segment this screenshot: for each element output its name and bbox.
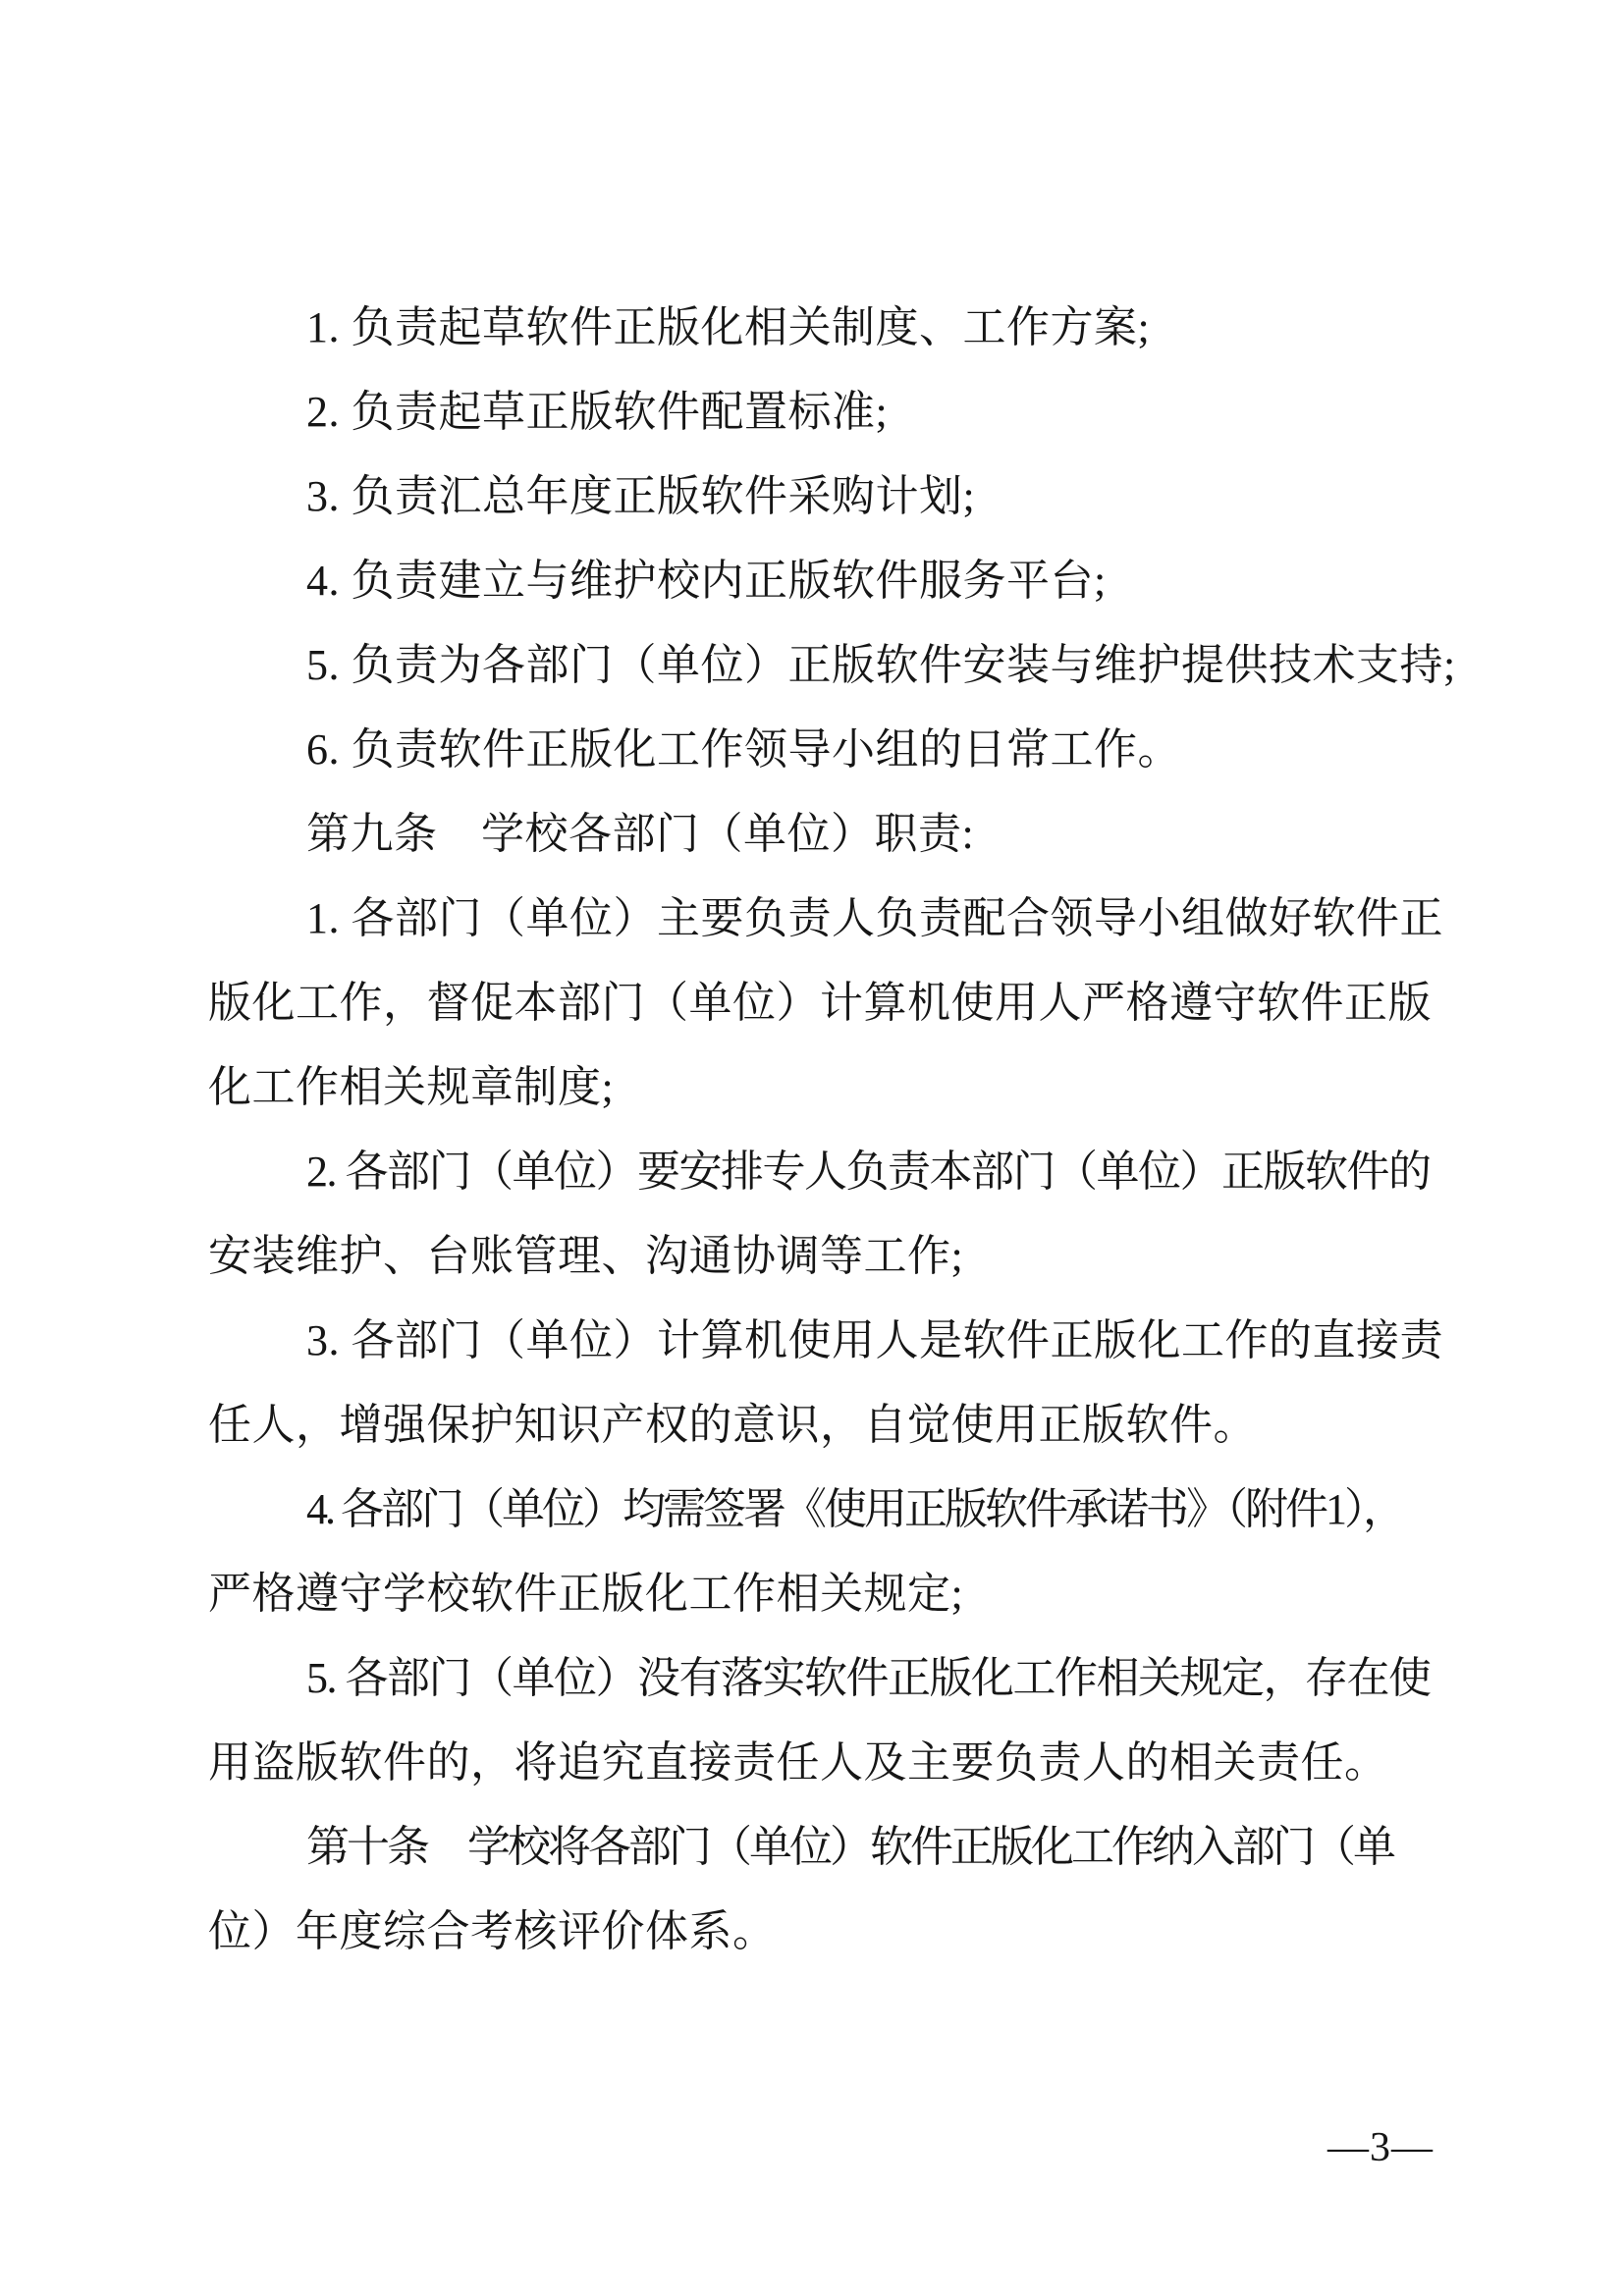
list-item-2: 2. 负责起草正版软件配置标准; [306, 388, 889, 436]
article-10-line-2: 位）年度综合考核评价体系。 [208, 1907, 777, 1955]
article-9-item-2-line-2: 安装维护、台账管理、沟通协调等工作; [208, 1232, 964, 1280]
article-9-item-3-line-1: 3. 各部门（单位）计算机使用人是软件正版化工作的直接责 [306, 1316, 1443, 1364]
article-9-item-4-line-2: 严格遵守学校软件正版化工作相关规定; [208, 1570, 964, 1618]
list-item-6: 6. 负责软件正版化工作领导小组的日常工作。 [306, 725, 1181, 774]
article-9-item-5-line-2: 用盗版软件的，将追究直接责任人及主要负责人的相关责任。 [208, 1738, 1388, 1787]
article-9-item-1-line-1: 1. 各部门（单位）主要负责人负责配合领导小组做好软件正 [306, 894, 1443, 942]
article-9-heading: 第九条 学校各部门（单位）职责: [306, 810, 975, 858]
list-item-5: 5. 负责为各部门（单位）正版软件安装与维护提供技术支持; [306, 641, 1456, 689]
list-item-3: 3. 负责汇总年度正版软件采购计划; [306, 472, 976, 520]
list-item-1: 1. 负责起草软件正版化相关制度、工作方案; [306, 303, 1151, 351]
article-10-line-1: 第十条 学校将各部门（单位）软件正版化工作纳入部门（单 [306, 1823, 1393, 1871]
article-9-item-4-line-1: 4. 各部门（单位）均需签署《使用正版软件承诺书》（附件1）， [306, 1485, 1403, 1533]
article-9-item-2-line-1: 2. 各部门（单位）要安排专人负责本部门（单位）正版软件的 [306, 1148, 1431, 1196]
page-number: —3— [1327, 2125, 1434, 2170]
list-item-4: 4. 负责建立与维护校内正版软件服务平台; [306, 557, 1107, 605]
document-body [208, 286, 1456, 1974]
article-9-item-1-line-3: 化工作相关规章制度; [208, 1063, 615, 1111]
article-9-item-5-line-1: 5. 各部门（单位）没有落实软件正版化工作相关规定，存在使 [306, 1654, 1431, 1702]
article-9-item-3-line-2: 任人，增强保护知识产权的意识，自觉使用正版软件。 [208, 1401, 1257, 1449]
article-9-item-1-line-2: 版化工作，督促本部门（单位）计算机使用人严格遵守软件正版 [208, 979, 1432, 1027]
